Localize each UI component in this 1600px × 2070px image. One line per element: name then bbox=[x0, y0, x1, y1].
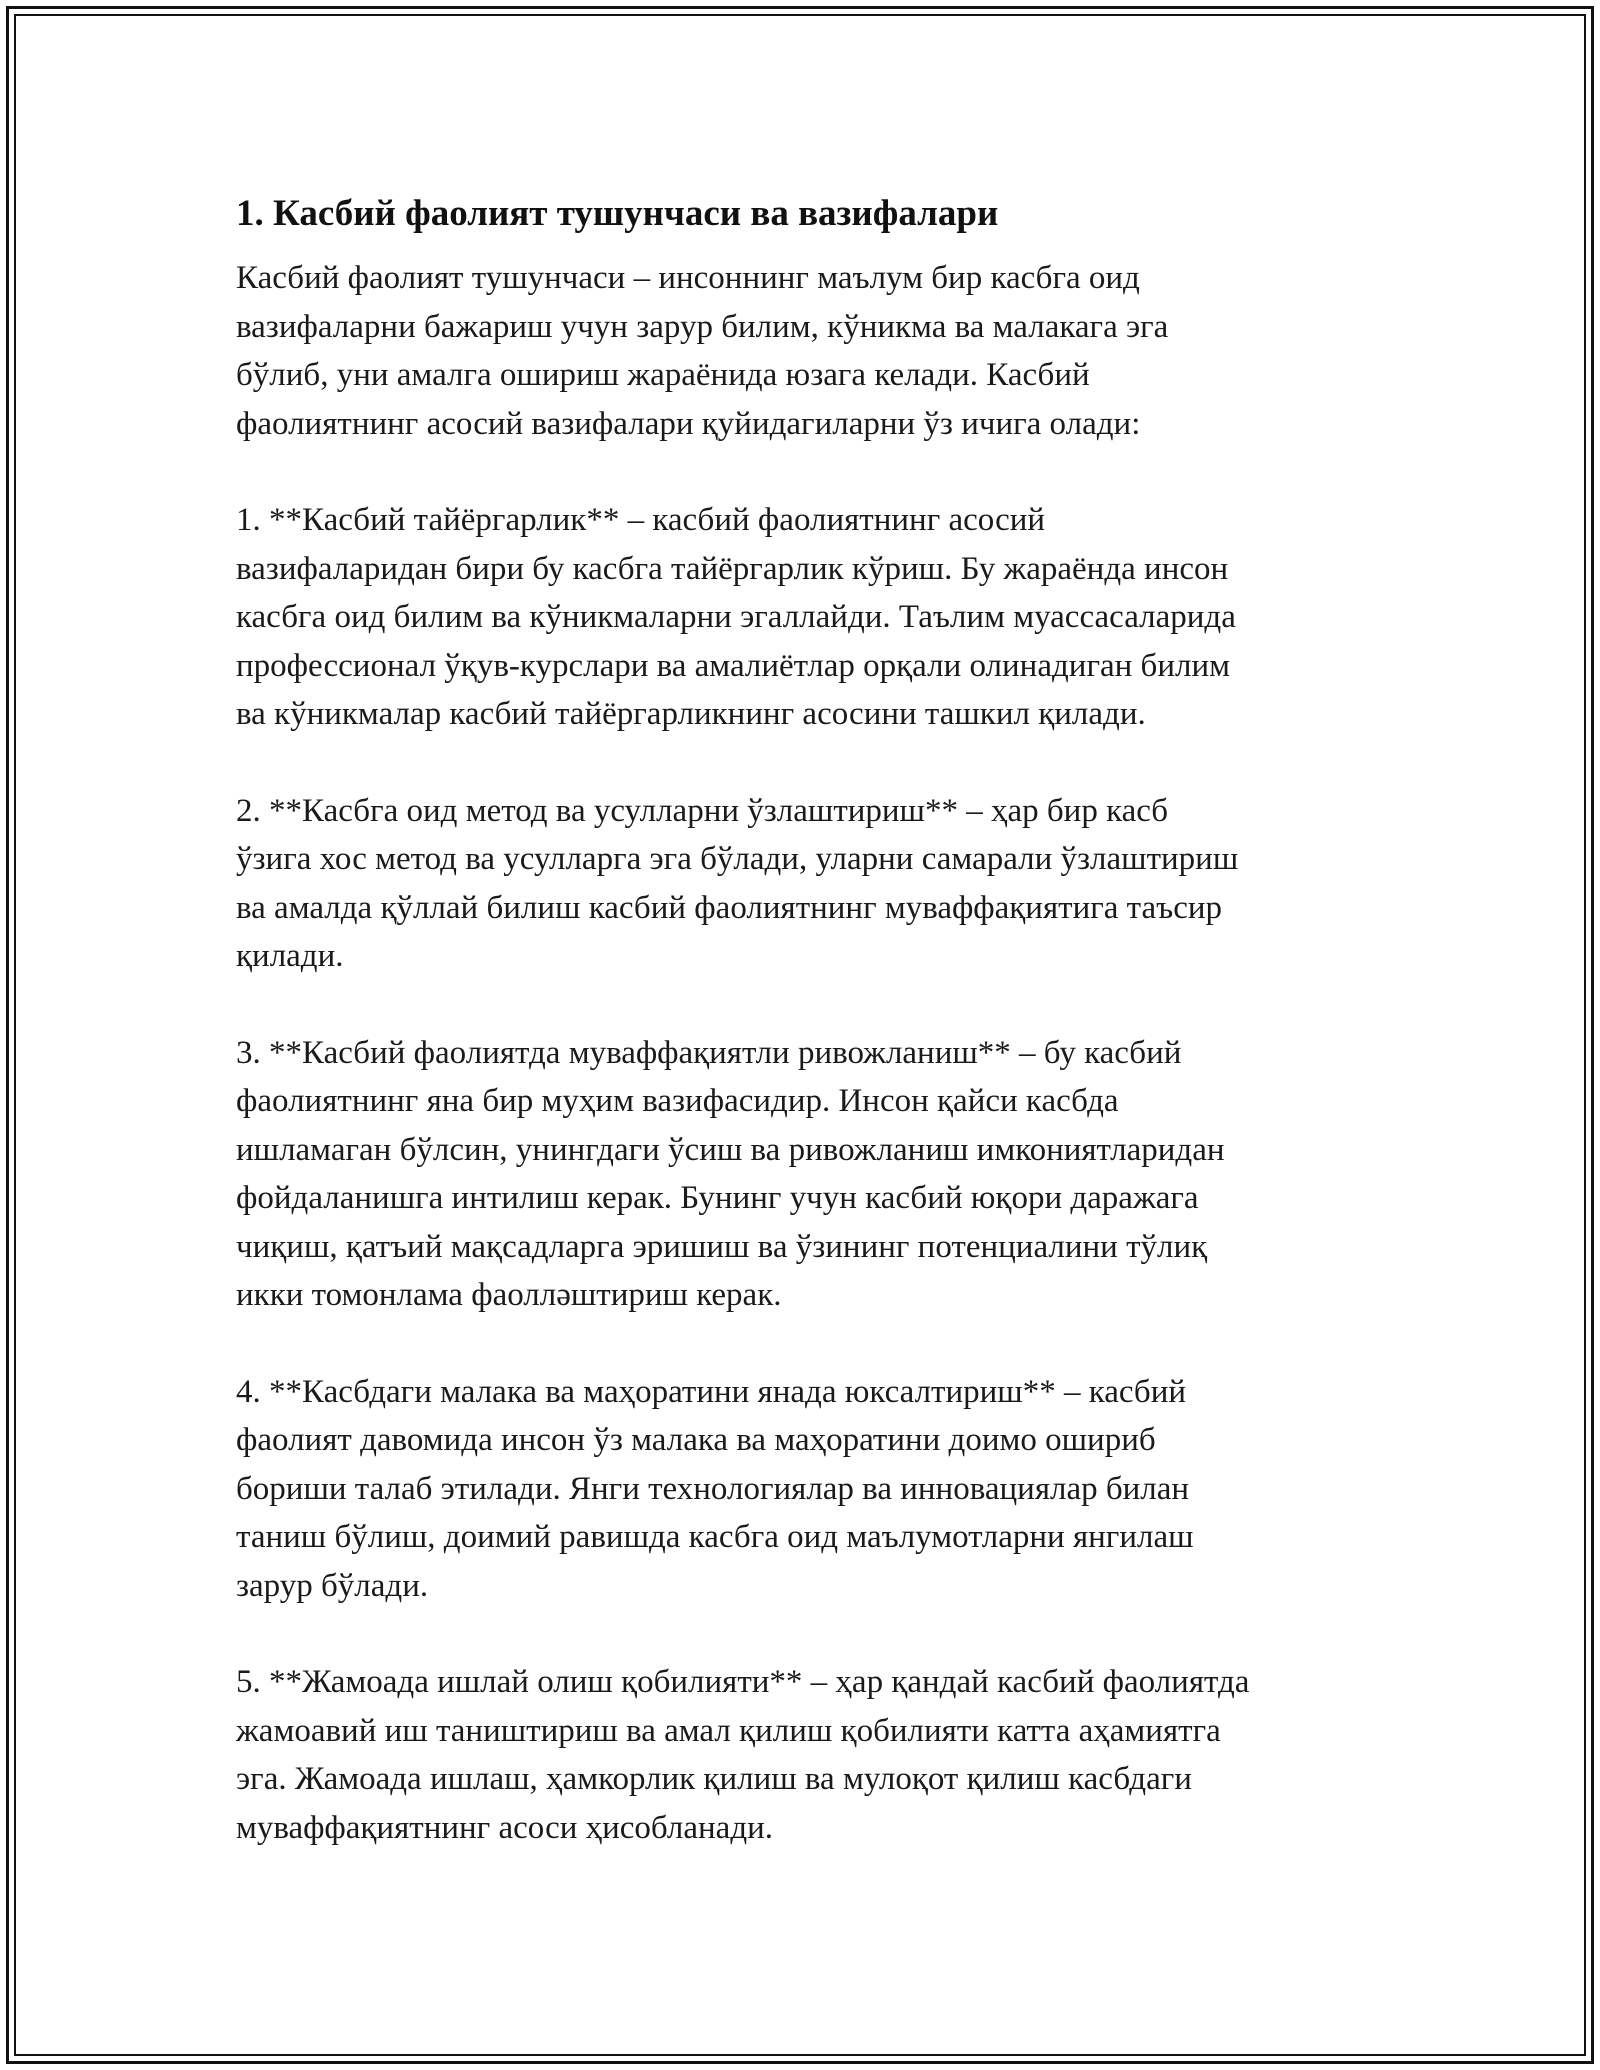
list-item-line: 4. **Касбдаги малака ва маҳоратини янада юксалтириш** – касбий bbox=[236, 1373, 1187, 1410]
intro-line: Касбий фаолият тушунчаси – инсоннинг маълум бир касбга оид bbox=[236, 260, 1140, 296]
document-body bbox=[236, 188, 1376, 1852]
list-item-line: қилади. bbox=[236, 938, 344, 974]
list-item-line: профессионал ўқув-курслари ва амалиётлар орқали олинадиган билим bbox=[236, 647, 1230, 684]
list-item-1 bbox=[236, 496, 1376, 739]
intro-paragraph bbox=[236, 254, 1376, 448]
list-item-line: муваффақиятнинг асоси ҳисобланади. bbox=[236, 1809, 774, 1846]
list-item-line: икки томонлама фаолләштириш керак. bbox=[236, 1277, 782, 1313]
list-item-line: касбга оид билим ва кўникмаларни эгаллайди. Таълим муассасаларида bbox=[236, 599, 1236, 635]
list-item-line: бориши талаб этилади. Янги технологиялар ва инновациялар билан bbox=[236, 1470, 1190, 1507]
list-item-line: чиқиш, қатъий мақсадларга эришиш ва ўзининг потенциалини тўлиқ bbox=[236, 1228, 1208, 1265]
list-item-line: 1. **Касбий тайёргарлик** – касбий фаолиятнинг асосий bbox=[236, 502, 1046, 538]
list-item-line: ишламаган бўлсин, унингдаги ўсиш ва ривожланиш имкониятларидан bbox=[236, 1131, 1225, 1168]
list-item-line: фаолият давомида инсон ўз малака ва маҳоратини доимо ошириб bbox=[236, 1422, 1156, 1458]
list-item-line: зарур бўлади. bbox=[236, 1567, 429, 1604]
intro-line: бўлиб, уни амалга ошириш жараёнида юзага келади. Касбий bbox=[236, 357, 1090, 393]
list-item-line: вазифаларидан бири бу касбга тайёргарлик кўриш. Бу жараёнда инсон bbox=[236, 550, 1229, 587]
list-item-3 bbox=[236, 1029, 1376, 1320]
list-item-line: фаолиятнинг яна бир муҳим вазифасидир. Инсон қайси касбда bbox=[236, 1083, 1119, 1119]
list-item-line: 2. **Касбга оид метод ва усулларни ўзлаштириш** – ҳар бир касб bbox=[236, 792, 1169, 829]
list-item-5 bbox=[236, 1658, 1376, 1852]
list-item-line: ва амалда қўллай билиш касбий фаолиятнинг муваффақиятига таъсир bbox=[236, 889, 1223, 926]
list-item-line: 5. **Жамоада ишлай олиш қобилияти** – ҳар қандай касбий фаолиятда bbox=[236, 1664, 1250, 1700]
intro-line: фаолиятнинг асосий вазифалари қуйидагиларни ўз ичига олади: bbox=[236, 405, 1141, 442]
list-item-line: ва кўникмалар касбий тайёргарликнинг асосини ташкил қилади. bbox=[236, 696, 1146, 732]
list-item-line: таниш бўлиш, доимий равишда касбга оид маълумотларни янгилаш bbox=[236, 1519, 1194, 1555]
list-item-line: фойдаланишга интилиш керак. Бунинг учун касбий юқори даражага bbox=[236, 1180, 1199, 1216]
intro-line: вазифаларни бажариш учун зарур билим, кўникма ва малакага эга bbox=[236, 308, 1169, 345]
list-item-line: ўзига хос метод ва усулларга эга бўлади, уларни самарали ўзлаштириш bbox=[236, 841, 1239, 877]
page-title: 1. Касбий фаолият тушунчаси ва вазифалари bbox=[236, 193, 999, 234]
list-item-2 bbox=[236, 787, 1376, 981]
list-item-line: эга. Жамоада ишлаш, ҳамкорлик қилиш ва мулоқот қилиш касбдаги bbox=[236, 1761, 1192, 1797]
list-item-4 bbox=[236, 1368, 1376, 1611]
list-item-line: 3. **Касбий фаолиятда муваффақиятли ривожланиш** – бу касбий bbox=[236, 1034, 1182, 1071]
list-item-line: жамоавий иш таништириш ва амал қилиш қобилияти катта аҳамиятга bbox=[236, 1712, 1221, 1749]
